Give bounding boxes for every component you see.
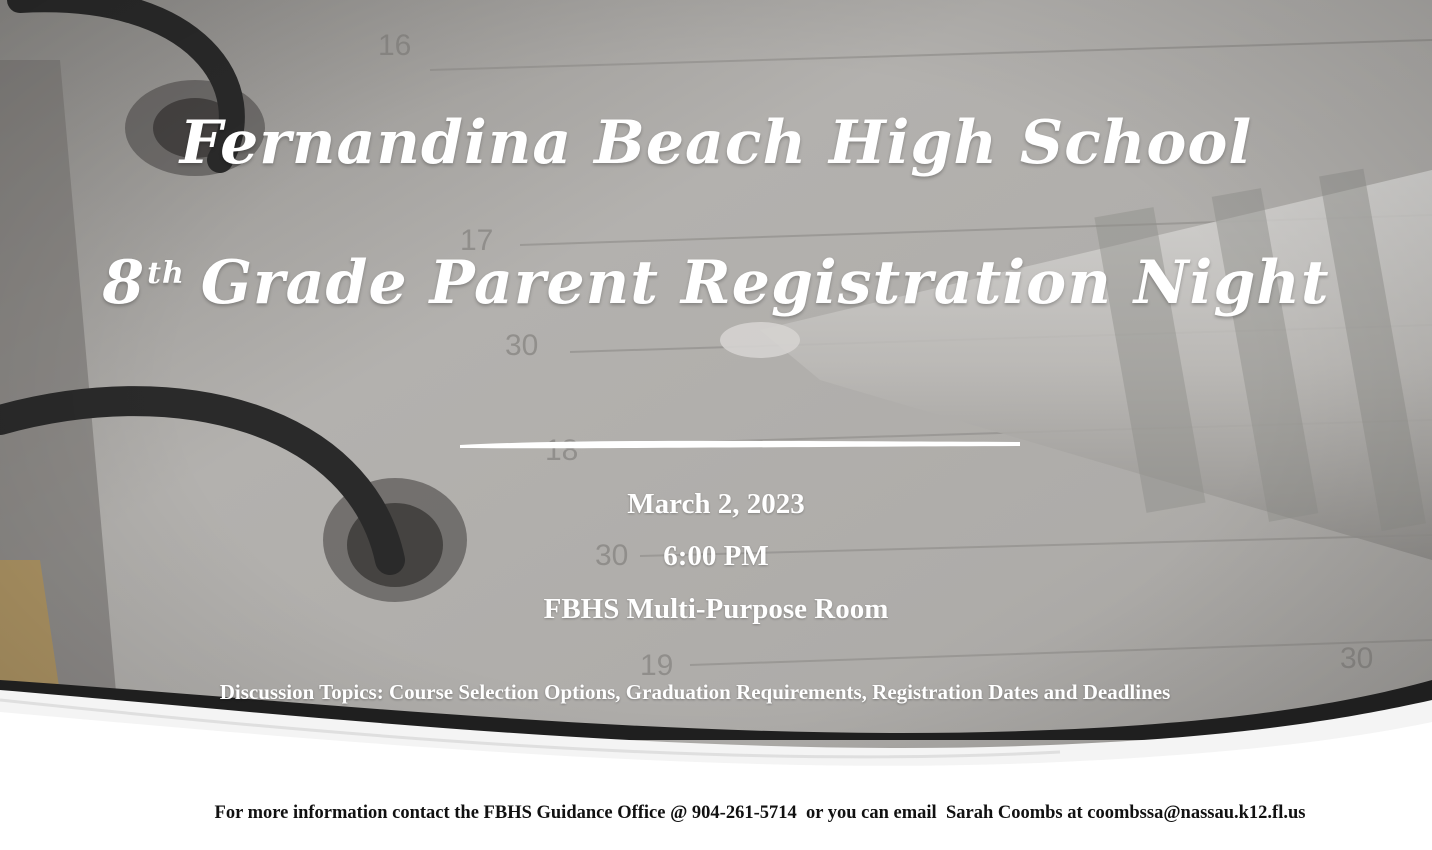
title-school-name: Fernandina Beach High School	[179, 108, 1253, 178]
discussion-topics: Discussion Topics: Course Selection Options, Graduation Requirements, Registration Dates and Deadlines	[219, 680, 1171, 704]
title-event-name	[0, 248, 1432, 318]
event-date: March 2, 2023	[627, 488, 805, 520]
title-ordinal-suffix: th	[147, 256, 185, 291]
title-ordinal-number: 8	[102, 248, 146, 318]
event-location: FBHS Multi-Purpose Room	[543, 593, 889, 625]
contact-info: For more information contact the FBHS Guidance Office @ 904-261-5714 or you can email Sarah Coombs at coombssa@nassau.k12.fl.us	[214, 803, 1306, 823]
event-time: 6:00 PM	[663, 540, 769, 572]
divider-line	[458, 437, 1022, 451]
title-event-rest: Grade Parent Registration Night	[200, 248, 1330, 318]
